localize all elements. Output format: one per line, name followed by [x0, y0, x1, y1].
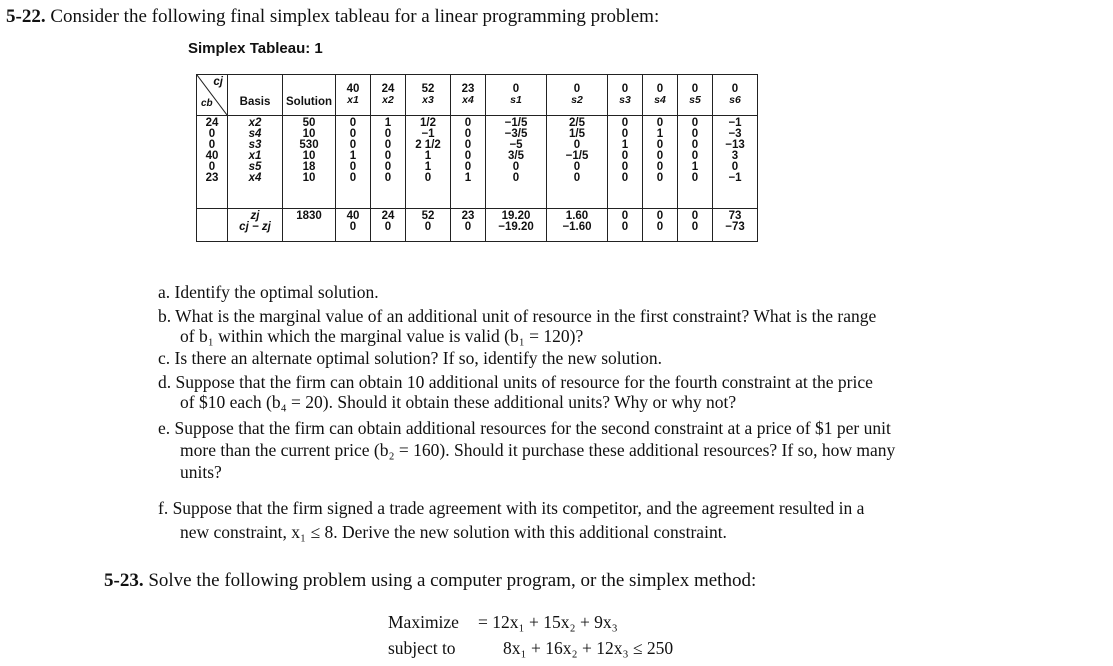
basis-column: x2 s4 s3 x1 s5 x4	[228, 116, 283, 209]
col-header-s4: 0 s4	[643, 75, 678, 116]
footer-x2: 24 0	[371, 209, 406, 242]
corner-cb-label: cb	[201, 98, 213, 109]
col-header-s2: 0 s2	[547, 75, 608, 116]
col-header-s6: 0 s6	[713, 75, 758, 116]
values-column-x3: 1/2 −1 2 1/2 1 1 0	[406, 116, 451, 209]
footer-x4: 23 0	[451, 209, 486, 242]
constraint-1: 8x₁ + 16x₂ + 12x₃ ≤ 250	[503, 638, 674, 658]
basis-header: Basis	[228, 75, 283, 116]
question-e-line3: units?	[180, 462, 222, 482]
question-b-line1: b. What is the marginal value of an additional unit of resource in the first constraint? What is the range	[158, 306, 877, 326]
col-header-x3: 52 x3	[406, 75, 451, 116]
question-f-line1: f. Suppose that the firm signed a trade agreement with its competitor, and the agreement resulted in a	[158, 498, 865, 518]
footer-s4: 0 0	[643, 209, 678, 242]
tableau-header-row	[197, 75, 758, 116]
solution-column: 50 10 530 10 18 10	[283, 116, 336, 209]
values-column-s6: −1 −3 −13 3 0 −1	[713, 116, 758, 209]
question-e-line2: more than the current price (b₂ = 160). Should it purchase these additional resources? If so, how many	[180, 440, 896, 460]
footer-s5: 0 0	[678, 209, 713, 242]
problem-5-23-text: Solve the following problem using a computer program, or the simplex method:	[148, 570, 757, 591]
col-header-x2: 24 x2	[371, 75, 406, 116]
question-a: a. Identify the optimal solution.	[158, 282, 379, 302]
values-column-s5: 0 0 0 0 1 0	[678, 116, 713, 209]
footer-x1: 40 0	[336, 209, 371, 242]
values-column-x4: 0 0 0 0 0 1	[451, 116, 486, 209]
zj-solution: 1830	[283, 209, 336, 242]
values-column-x2: 1 0 0 0 0 0	[371, 116, 406, 209]
tableau-body-row	[197, 116, 758, 209]
values-column-s2: 2/5 1/5 0 −1/5 0 0	[547, 116, 608, 209]
question-d-line2: of $10 each (b₄ = 20). Should it obtain these additional units? Why or why not?	[180, 392, 737, 412]
question-e-line1: e. Suppose that the firm can obtain additional resources for the second constraint at a price of $1 per unit	[158, 418, 891, 438]
tableau-caption: Simplex Tableau: 1	[188, 40, 323, 57]
corner-cj-label: cj	[213, 76, 223, 88]
problem-5-23-heading	[104, 570, 756, 592]
values-column-s3: 0 0 1 0 0 0	[608, 116, 643, 209]
footer-s2: 1.60 −1.60	[547, 209, 608, 242]
footer-x3: 52 0	[406, 209, 451, 242]
question-b-line2: of b₁ within which the marginal value is valid (b₁ = 120)?	[180, 326, 584, 346]
problem-text: Consider the following final simplex tableau for a linear programming problem:	[50, 6, 660, 27]
corner-cell	[197, 75, 228, 116]
problem-5-22-heading	[6, 6, 659, 28]
simplex-tableau	[196, 74, 758, 242]
footer-cb-empty	[197, 209, 228, 242]
cb-column: 24 0 0 40 0 23	[197, 116, 228, 209]
values-column-s1: −1/5 −3/5 −5 3/5 0 0	[486, 116, 547, 209]
footer-s3: 0 0	[608, 209, 643, 242]
col-header-s5: 0 s5	[678, 75, 713, 116]
col-header-x1: 40 x1	[336, 75, 371, 116]
problem-number: 5-22.	[6, 6, 46, 27]
maximize-label: Maximize	[388, 612, 459, 632]
problem-number-5-23: 5-23.	[104, 570, 144, 591]
col-header-s3: 0 s3	[608, 75, 643, 116]
objective-function: = 12x₁ + 15x₂ + 9x₃	[478, 612, 618, 632]
question-d-line1: d. Suppose that the firm can obtain 10 additional units of resource for the fourth constraint at the price	[158, 372, 873, 392]
question-f-line2: new constraint, x₁ ≤ 8. Derive the new solution with this additional constraint.	[180, 522, 727, 542]
footer-s1: 19.20 −19.20	[486, 209, 547, 242]
tableau-footer-row	[197, 209, 758, 242]
col-header-x4: 23 x4	[451, 75, 486, 116]
subject-to-label: subject to	[388, 638, 456, 658]
values-column-x1: 0 0 0 1 0 0	[336, 116, 371, 209]
footer-labels: zj cj − zj	[228, 209, 283, 242]
values-column-s4: 0 1 0 0 0 0	[643, 116, 678, 209]
question-c: c. Is there an alternate optimal solution? If so, identify the new solution.	[158, 348, 662, 368]
solution-header: Solution	[283, 75, 336, 116]
footer-s6: 73 −73	[713, 209, 758, 242]
col-header-s1: 0 s1	[486, 75, 547, 116]
